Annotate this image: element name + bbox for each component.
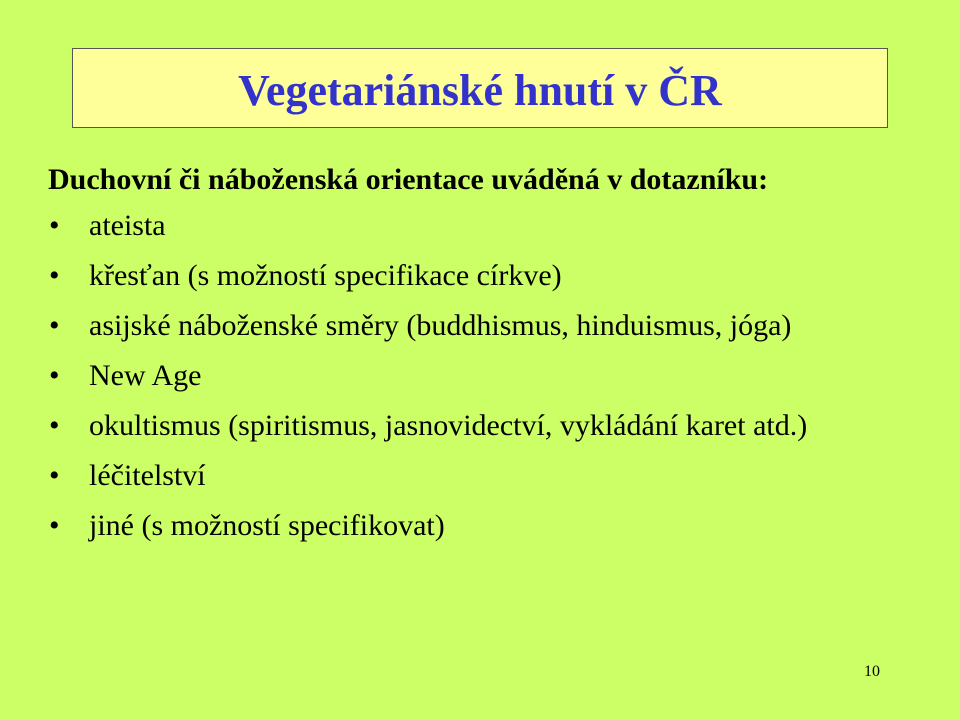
bullet-icon: • xyxy=(49,259,60,292)
list-item-text: ateista xyxy=(89,209,166,242)
bullet-icon: • xyxy=(49,209,60,242)
title-box xyxy=(72,48,888,128)
slide-content xyxy=(48,160,948,556)
list-item-text: asijské náboženské směry (buddhismus, hinduismus, jóga) xyxy=(89,309,792,342)
list-item xyxy=(48,256,948,306)
bullet-list xyxy=(48,206,948,556)
list-item xyxy=(48,456,948,506)
list-item-text: New Age xyxy=(89,359,202,392)
bullet-icon: • xyxy=(49,459,60,492)
slide-title: Vegetariánské hnutí v ČR xyxy=(238,65,722,115)
bullet-icon: • xyxy=(49,309,60,342)
page-number: 10 xyxy=(864,663,880,680)
list-item xyxy=(48,306,948,356)
list-item-text: léčitelství xyxy=(89,459,206,492)
bullet-icon: • xyxy=(49,509,60,542)
list-item xyxy=(48,206,948,256)
list-heading: Duchovní či náboženská orientace uváděná v dotazníku: xyxy=(48,163,769,196)
bullet-icon: • xyxy=(49,359,60,392)
list-item xyxy=(48,356,948,406)
list-item-text: okultismus (spiritismus, jasnovidectví, vykládání karet atd.) xyxy=(89,409,808,442)
list-item-text: křesťan (s možností specifikace církve) xyxy=(89,259,562,292)
bullet-icon: • xyxy=(49,409,60,442)
list-item xyxy=(48,506,948,556)
list-item-text: jiné (s možností specifikovat) xyxy=(89,509,445,542)
list-item xyxy=(48,406,948,456)
